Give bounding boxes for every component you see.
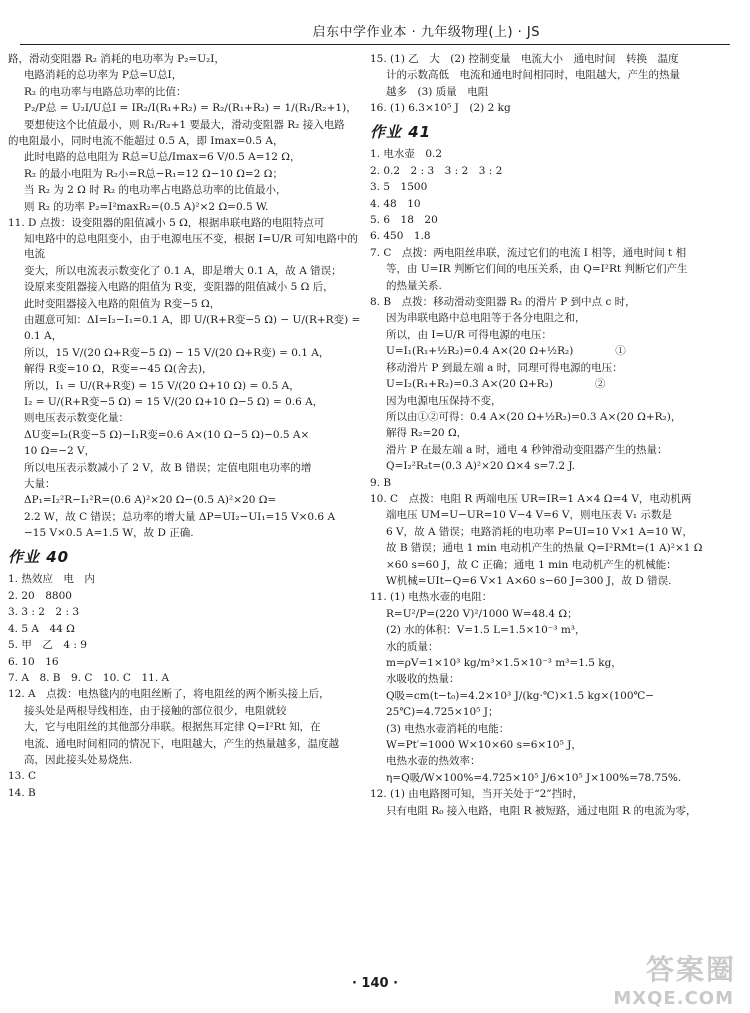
equation-line: 由题意可知：ΔI=I₂−I₁=0.1 A，即 U/(R+R变−5 Ω) − U/(R+R变) =	[24, 314, 361, 326]
answer-item: 3. 5 1500	[370, 181, 428, 194]
answer-item-12: 12. A 点拨：电热毯内的电阻丝断了，将电阻丝的两个断头接上后，	[8, 688, 330, 701]
text-line: 移动滑片 P 到最左端 a 时，同理可得电源的电压：	[386, 361, 623, 374]
equation-line: Q吸=cm(t−t₀)=4.2×10³ J/(kg·℃)×1.5 kg×(100℃−	[386, 689, 655, 702]
watermark-logo	[613, 950, 736, 1009]
text-line: 的热量关系.	[386, 279, 442, 292]
text-line: 0.1 A，	[24, 330, 63, 343]
answer-item: 6. 450 1.8	[370, 230, 431, 243]
text-line: 电热水壶的热效率：	[386, 755, 481, 768]
answer-item-16: 16. (1) 6.3×10⁵ J (2) 2 kg	[370, 102, 511, 115]
answer-item-7: 7. C 点拨：两电阻丝串联，流过它们的电流 I 相等，通电时间 t 相	[370, 246, 687, 259]
answer-item-12: 12. (1) 由电路图可知，当开关处于“2”挡时，	[370, 788, 584, 801]
equation-line: ΔU变=I₂(R变−5 Ω)−I₁R变=0.6 A×(10 Ω−5 Ω)−0.5 A×	[24, 428, 310, 441]
equation-line: −15 V×0.5 A=1.5 W，故 D 正确.	[24, 527, 194, 540]
answer-item: 4. 48 10	[370, 197, 421, 210]
equation-line: 10 Ω=−2 V，	[24, 445, 96, 458]
text-line: 高，因此接头处易烧焦.	[24, 753, 133, 766]
answer-item: 1. 热效应 电 内	[8, 573, 95, 586]
text-line: 设原来变阻器接入电路的阻值为 R变，变阻器的阻值减小 5 Ω 后，	[24, 281, 334, 294]
answer-item: 6. 10 16	[8, 655, 59, 668]
equation-line: 所以，15 V/(20 Ω+R变−5 Ω) − 15 V/(20 Ω+R变) = 0.1 A，	[24, 346, 330, 359]
section-title-40: 作业 40	[8, 548, 70, 567]
header-title: 启东中学作业本 · 九年级物理(上) · JS	[312, 25, 540, 40]
answer-item: 14. B	[8, 786, 36, 799]
equation-line: U=I₁(R₁+½R₂)=0.4 A×(20 Ω+½R₂) ①	[386, 345, 626, 358]
equation-line: W=Pt′=1000 W×10×60 s=6×10⁵ J，	[386, 739, 582, 752]
text-line: 接头处是两根导线相连，由于接触的部位很少，电阻就较	[24, 704, 287, 717]
text-line: 只有电阻 R₀ 接入电路，电阻 R 被短路，通过电阻 R 的电流为零，	[386, 804, 697, 817]
answer-item: 2. 0.2 2 : 3 3 : 2 3 : 2	[370, 164, 503, 177]
right-column	[370, 52, 730, 820]
left-column	[8, 52, 363, 802]
text-line: 滑片 P 在最左端 a 时，通电 4 秒钟滑动变阻器产生的热量：	[386, 443, 668, 456]
answer-item: 9. B	[370, 476, 392, 489]
equation-line: ΔP₁=I₂²R−I₁²R=(0.6 A)²×20 Ω−(0.5 A)²×20 Ω=	[24, 494, 277, 507]
equation-line: U=I₂(R₁+R₂)=0.3 A×(20 Ω+R₂) ②	[386, 378, 606, 391]
answer-item: 1. 电水壶 0.2	[370, 148, 443, 161]
text-line: 6 V，故 A 错误；电路消耗的电功率 P=UI=10 V×1 A=10 W，	[386, 525, 693, 538]
page-header	[20, 22, 730, 45]
answer-item: 2. 20 8800	[8, 589, 72, 602]
text-line: 要想使这个比值最小，则 R₁/R₂+1 要最大，滑动变阻器 R₂ 接入电路	[24, 118, 345, 131]
page-number: · 140 ·	[351, 976, 399, 991]
text-line: 电路消耗的总功率为 P总=U总I，	[24, 69, 183, 82]
answer-item: 5. 甲 乙 4 : 9	[8, 639, 87, 652]
text-line: 大量：	[24, 478, 56, 491]
text-line: 路，滑动变阻器 R₂ 消耗的电功率为 P₂=U₂I，	[8, 53, 225, 65]
answer-item-8: 8. B 点拨：移动滑动变阻器 R₂ 的滑片 P 到中点 c 时，	[370, 296, 636, 309]
section-title-41: 作业 41	[370, 123, 432, 142]
text-line: 水的质量：	[386, 640, 439, 653]
equation-line: R=U²/P=(220 V)²/1000 W=48.4 Ω；	[386, 607, 578, 620]
text-line: 知电路中的总电阻变小，由于电源电压不变，根据 I=U/R 可知电路中的电流	[24, 233, 358, 261]
text-line: (3) 电热水壶消耗的电能：	[386, 722, 510, 735]
answer-item: 3. 3 : 2 2 : 3	[8, 606, 80, 619]
answer-item-11: 11. (1) 电热水壶的电阻：	[370, 591, 493, 604]
equation-line: 2.2 W，故 C 错误；总功率的增大量 ΔP=UI₂−UI₁=15 V×0.6 A	[24, 510, 336, 523]
text-line: 电流、通电时间相同的情况下，电阻越大，产生的热量越多，温度越	[24, 737, 339, 750]
equation-line: m=ρV=1×10³ kg/m³×1.5×10⁻³ m³=1.5 kg，	[386, 657, 622, 670]
text-line: ×60 s=60 J，故 C 正确；通电 1 min 电动机产生的机械能：	[386, 558, 677, 571]
text-line: 等，由 U=IR 判断它们间的电压关系，由 Q=I²Rt 判断它们产生	[386, 263, 688, 276]
text-line: 变大，所以电流表示数变化了 0.1 A，即是增大 0.1 A，故 A 错误；	[24, 264, 342, 277]
text-line: 解得 R变=10 Ω，R变=−45 Ω(舍去)，	[24, 363, 213, 376]
text-line: 计的示数高低 电流和通电时间相同时，电阻越大，产生的热量	[386, 69, 680, 82]
text-line: 则电压表示数变化量：	[24, 412, 129, 425]
text-line: 越多 (3) 质量 电阻	[386, 85, 489, 98]
answer-item: 5. 6 18 20	[370, 214, 438, 227]
answer-item-15: 15. (1) 乙 大 (2) 控制变量 电流大小 通电时间 转换 温度	[370, 53, 679, 65]
watermark-text: 答案圈	[645, 953, 736, 986]
answer-item: 4. 5 A 44 Ω	[8, 622, 75, 635]
equation-line: 25℃)=4.725×10⁵ J；	[386, 706, 499, 719]
text-line: 的电阻最小，同时电流不能超过 0.5 A，即 Imax=0.5 A，	[8, 135, 284, 148]
text-line: 因为电源电压保持不变，	[386, 394, 502, 407]
equation-line: 所以，I₁ = U/(R+R变) = 15 V/(20 Ω+10 Ω) = 0.5 A，	[24, 379, 300, 392]
equation-line: 此时电路的总电阻为 R总=U总/Imax=6 V/0.5 A=12 Ω，	[24, 151, 301, 164]
text-line: 水吸收的热量：	[386, 673, 460, 686]
answer-item-11: 11. D 点拨：设变阻器的阻值减小 5 Ω，根据串联电路的电阻特点可	[8, 217, 325, 230]
answer-item: 13. C	[8, 770, 37, 783]
text-line: 故 B 错误；通电 1 min 电动机产生的热量 Q=I²RMt=(1 A)²×1 Ω	[386, 542, 703, 555]
equation-line: η=Q吸/W×100%=4.725×10⁵ J/6×10⁵ J×100%=78.75%.	[386, 771, 682, 784]
text-line: (2) 水的体积：V=1.5 L=1.5×10⁻³ m³，	[386, 624, 586, 637]
equation-line: 所以由①②可得：0.4 A×(20 Ω+½R₂)=0.3 A×(20 Ω+R₂)，	[386, 410, 682, 423]
text-line: 当 R₂ 为 2 Ω 时 R₂ 的电功率占电路总功率的比值最小，	[24, 184, 287, 197]
equation-line: P₂/P总 = U₂I/U总I = IR₂/I(R₁+R₂) = R₂/(R₁+R₂) = 1/(R₁/R₂+1)，	[24, 102, 357, 115]
answer-item: 7. A 8. B 9. C 10. C 11. A	[8, 671, 170, 684]
watermark-url: MXQE.COM	[613, 988, 734, 1009]
text-line: 因为串联电路中总电阻等于各分电阻之和，	[386, 312, 586, 325]
text-line: R₂ 的电功率与电路总功率的比值：	[24, 85, 187, 98]
text-line: 解得 R₂=20 Ω，	[386, 427, 468, 440]
text-line: 则 R₂ 的功率 P₂=I²maxR₂=(0.5 A)²×2 Ω=0.5 W.	[24, 200, 269, 213]
text-line: 大，它与电阻丝的其他部分串联。根据焦耳定律 Q=I²Rt 知，在	[24, 721, 321, 734]
text-line: 所以电压表示数减小了 2 V，故 B 错误；定值电阻电功率的增	[24, 461, 312, 474]
answer-item-10: 10. C 点拨：电阻 R 两端电压 UR=IR=1 A×4 Ω=4 V，电动机两	[370, 492, 692, 505]
text-line: R₂ 的最小电阻为 R₂小=R总−R₁=12 Ω−10 Ω=2 Ω；	[24, 167, 283, 180]
equation-line: W机械=UIt−Q=6 V×1 A×60 s−60 J=300 J，故 D 错误.	[386, 574, 672, 587]
equation-line: Q=I₂²R₂t=(0.3 A)²×20 Ω×4 s=7.2 J.	[386, 460, 576, 473]
text-line: 所以，由 I=U/R 可得电源的电压：	[386, 328, 552, 341]
equation-line: I₂ = U/(R+R变−5 Ω) = 15 V/(20 Ω+10 Ω−5 Ω) = 0.6 A，	[24, 396, 324, 409]
text-line: 端电压 UM=U−UR=10 V−4 V=6 V，则电压表 V₁ 示数是	[386, 509, 672, 522]
text-line: 此时变阻器接入电路的阻值为 R变−5 Ω，	[24, 297, 221, 310]
